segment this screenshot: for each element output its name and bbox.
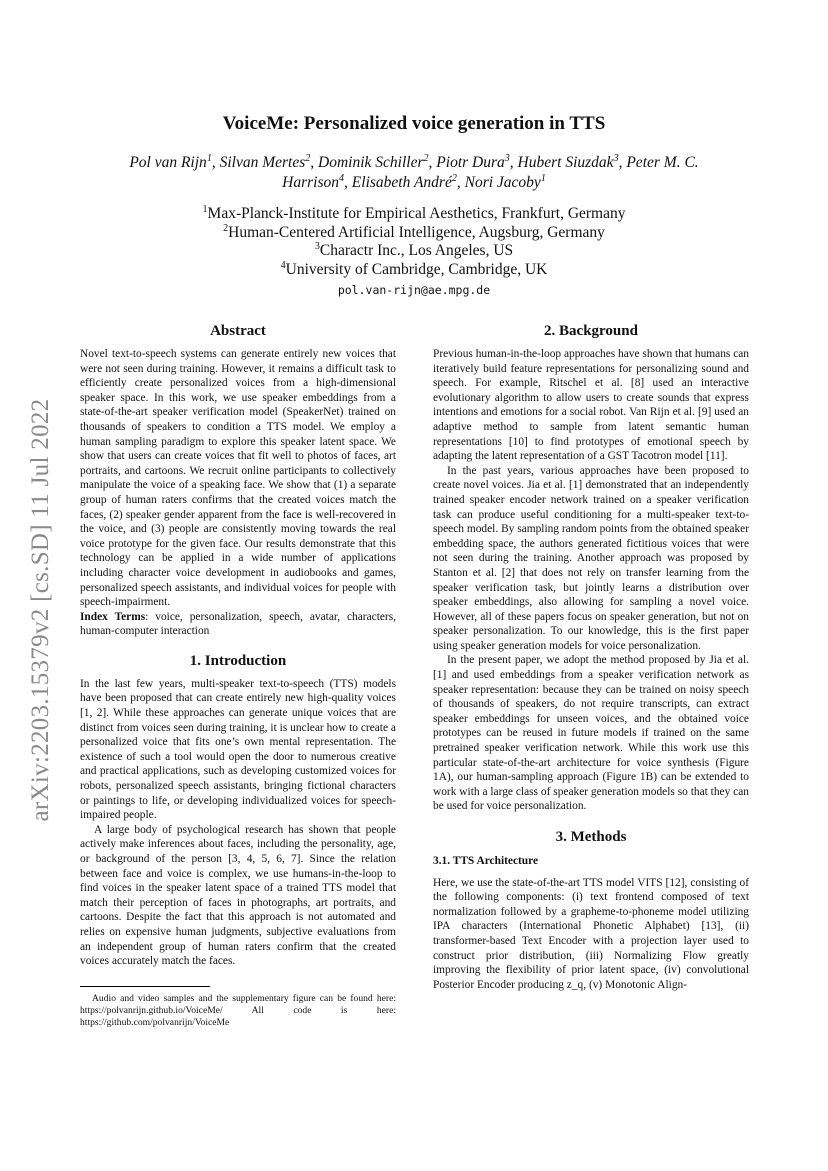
affiliation-4: $^4$University of Cambridge, Cambridge, UK [280, 259, 548, 278]
intro-paragraph-1: In the last few years, multi-speaker text-to-speech (TTS) models have been proposed that can create entirely new high-quality voices [1, 2]. While these approaches can generate unique voices that are distinct from voices seen during training, it is unclear how to create a personalized voice that fits one’s own mental representation. The existence of such a tool would open the door to numerous creative and practical applications, such as developing customized voices for robots, personalized speech assistants, bringing fictional characters or paintings to life, or developing individualized voices for speech-impaired people. [80, 677, 396, 822]
paper-title: VoiceMe: Personalized voice generation in TTS [222, 113, 606, 134]
abstract-text: Novel text-to-speech systems can generate entirely new voices that were not seen during training. However, it remains a difficult task to efficiently create personalized voices from a high-dimensional speaker space. In this work, we use speaker embeddings from a state-of-the-art speaker verification model (SpeakerNet) trained on thousands of speakers to condition a TTS model. We employ a human sampling paradigm to explore this speaker latent space. We show that users can create voices that fit well to photos of faces, art portraits, and cartoons. We recruit online participants to collectively manipulate the voice of a speaking face. We show that (1) a separate group of human raters confirms that the created voices match the faces, (2) speaker gender apparent from the face is well-recovered in the voice, and (3) people are consistently moving towards the real voice prototype for the given face. Our results demonstrate that this technology can be applied in a wide number of applications including character voice development in audiobooks and games, personalized speech assistants, and individual voices for people with speech-impairment. [80, 348, 396, 609]
abstract-heading: Abstract [210, 323, 266, 339]
background-paragraph-3: In the present paper, we adopt the method proposed by Jia et al. [1] and used embeddings from a speaker verification network as speaker representation: because they can be trained on noisy speech of thousands of speakers, do not require transcripts, can extract speaker embeddings for unseen voices, and the obtained voice prototypes can be reused in future models if trained on the same pretrained speaker verification network. While this work use this particular state-of-the-art architecture for voice synthesis (Figure 1A), our human-sampling approach (Figure 1B) can be extended to work with a large class of speaker generation models so that they can be used for voice personalization. [433, 654, 749, 813]
contact-email[interactable]: pol.van-rijn@ae.mpg.de [337, 283, 491, 297]
right-column [433, 322, 749, 992]
methods-heading: 3. Methods [555, 829, 627, 845]
left-column [80, 322, 396, 1029]
background-paragraph-2: In the past years, various approaches have been proposed to create novel voices. Jia et al. [1] demonstrated that an independently trained speaker encoder network trained on a speaker verification task can produce useful conditioning for a multi-speaker text-to-speech model. By sampling random points from the obtained speaker embedding space, the authors generated fictitious voices that were not seen during the training. Another approach was proposed by Stanton et al. [2] that does not rely on transfer learning from the speaker verification task, but jointly learns a distribution over speaker embeddings, also allowing for sampling a novel voice. However, all of these papers focus on speaker generation, but not on speaker personalization. To our knowledge, this is the first paper using speaker generation models for voice personalization. [433, 464, 749, 652]
background-heading: 2. Background [544, 323, 638, 339]
introduction-heading: 1. Introduction [189, 652, 287, 669]
tts-architecture-subheading: 3.1. TTS Architecture [433, 855, 539, 867]
affiliation-2: $^2$Human-Centered Artificial Intelligence, Augsburg, Germany [223, 222, 605, 241]
methods-paragraph-1: Here, we use the state-of-the-art TTS model VITS [12], consisting of the following components: (i) text frontend composed of text normalization followed by a grapheme-to-phoneme model utilizing IPA characters (International Phonetic Alphabet) [13], (ii) transformer-based Text Encoder with a projection layer used to construct prior distribution, (iii) Normalizing Flow greatly improving the flexibility of prior latent space, (iv) convolutional Posterior Encoder producing z_q, (v) Monotonic Align- [433, 876, 749, 991]
arxiv-sidebar-stamp [26, 375, 56, 845]
affiliation-1: $^1$Max-Planck-Institute for Empirical Aesthetics, Frankfurt, Germany [202, 203, 626, 222]
affiliation-list [0, 205, 828, 279]
footnote: Audio and video samples and the supplementary figure can be found here: https://polvanrijn.github.io/VoiceMe/ All code is here: https://github.com/polvanrijn/VoiceMe [80, 992, 396, 1028]
author-list: Pol van Rijn$^1$, Silvan Mertes$^2$, Dominik Schiller$^2$, Piotr Dura$^3$, Hubert Siuzdak$^3$, Peter M. C. Harrison$^4$, Elisabeth André$^2$, Nori Jacoby$^1$ [129, 152, 699, 191]
index-terms-label: Index Terms [80, 610, 146, 623]
index-terms-text: : voice, personalization, speech, avatar, characters, human-computer interaction [80, 610, 396, 638]
background-paragraph-1: Previous human-in-the-loop approaches have shown that humans can iteratively build feature representations for personalizing sound and speech. For example, Ritschel et al. [8] used an interactive evolutionary algorithm to allow users to create sounds that express intentions and emotions for a social robot. Van Rijn et al. [9] used an adaptive method to sample from latent semantic human representations [10] to find prototypes of emotional speech by adapting the latent representation of a GST Tacotron model [11]. [433, 348, 750, 463]
footnote-divider [80, 986, 210, 987]
index-terms [80, 610, 396, 639]
arxiv-id: arXiv:2203.15379v2 [cs.SD] 11 Jul 2022 [27, 398, 54, 822]
affiliation-3: $^3$Charactr Inc., Los Angeles, US [314, 240, 514, 259]
intro-paragraph-2: A large body of psychological research has shown that people actively make inferences about faces, including the personality, age, or background of the person [3, 4, 5, 6, 7]. Since the relation between face and voice is complex, we use humans-in-the-loop to find voices in the speaker latent space of a trained TTS model that match their perception of faces in photographs, art portraits, and cartoons. Despite the fact that this approach is not automated and relies on expensive human judgments, subjective evaluations from an independent group of human raters confirm that the created voices accurately match the faces. [80, 823, 396, 968]
